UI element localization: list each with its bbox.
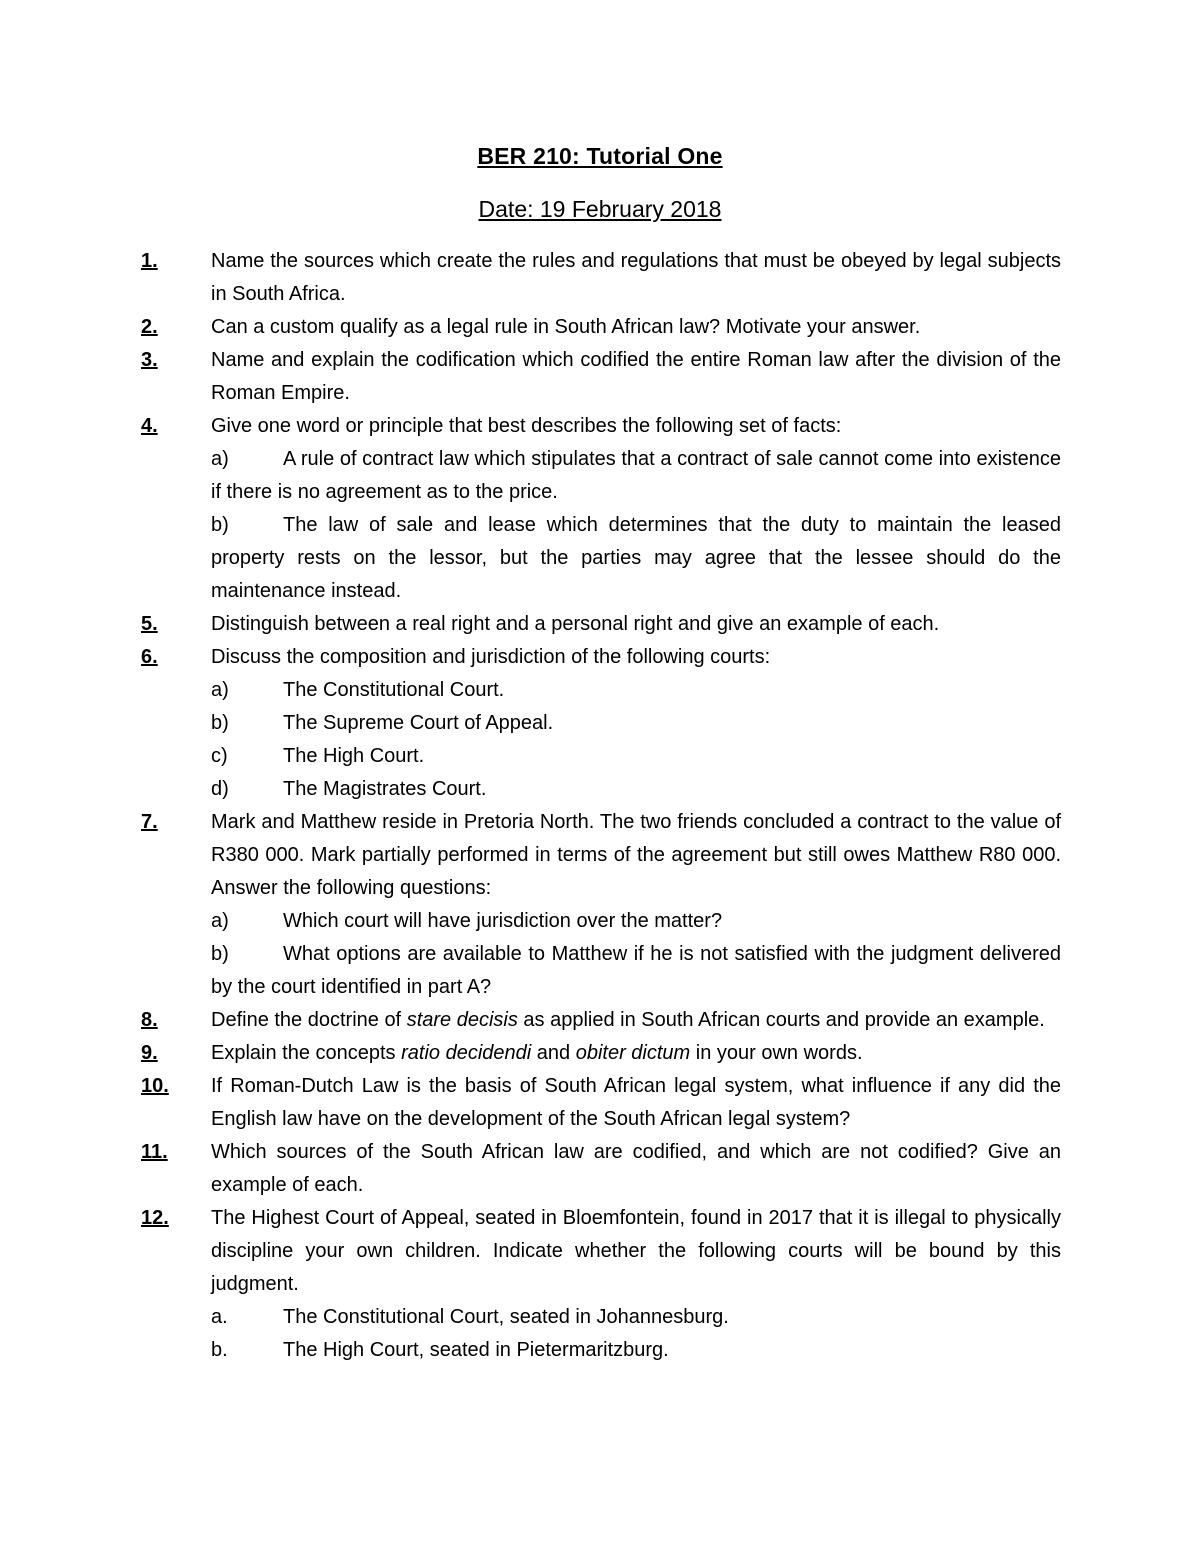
sub-question-text: Which court will have jurisdiction over the matter? xyxy=(283,910,723,932)
sub-question-label: a. xyxy=(211,1306,228,1328)
question-text: Discuss the composition and jurisdiction of the following courts: xyxy=(211,646,771,668)
question-6 xyxy=(141,641,1061,674)
sub-question-label: b) xyxy=(211,943,229,965)
sub-question-12a xyxy=(141,1301,1061,1334)
page-title: BER 210: Tutorial One xyxy=(477,143,723,169)
question-text: Name the sources which create the rules and regulations that must be obeyed by legal subjects in South Africa. xyxy=(211,250,1061,305)
question-10 xyxy=(141,1070,1061,1136)
question-number: 5. xyxy=(141,613,158,635)
question-number: 9. xyxy=(141,1042,158,1064)
latin-term: ratio decidendi xyxy=(401,1042,532,1064)
sub-question-7a xyxy=(141,905,1061,938)
sub-question-7b xyxy=(141,938,1061,1004)
sub-question-label: a) xyxy=(211,448,229,470)
question-9 xyxy=(141,1037,1061,1070)
question-number: 11. xyxy=(141,1141,168,1163)
sub-question-label: c) xyxy=(211,745,228,767)
question-11 xyxy=(141,1136,1061,1202)
sub-question-text: The Magistrates Court. xyxy=(283,778,487,800)
sub-question-4b xyxy=(141,509,1061,608)
sub-question-text: The law of sale and lease which determines that the duty to maintain the leased property rests on the lessor, but the parties may agree that the lessee should do the maintenance instead. xyxy=(211,514,1061,602)
sub-question-6b xyxy=(141,707,1061,740)
question-number: 7. xyxy=(141,811,158,833)
sub-question-text: The Constitutional Court. xyxy=(283,679,505,701)
question-2 xyxy=(141,311,1061,344)
sub-question-6d xyxy=(141,773,1061,806)
question-number: 4. xyxy=(141,415,158,437)
question-1 xyxy=(141,245,1061,311)
question-text-after: in your own words. xyxy=(690,1042,863,1064)
question-4 xyxy=(141,410,1061,443)
latin-term: obiter dictum xyxy=(575,1042,691,1064)
question-number: 2. xyxy=(141,316,158,338)
question-number: 1. xyxy=(141,250,158,272)
sub-question-text: What options are available to Matthew if he is not satisfied with the judgment delivered by the court identified in part A? xyxy=(211,943,1061,998)
page-date: Date: 19 February 2018 xyxy=(478,196,722,222)
question-5 xyxy=(141,608,1061,641)
question-text-before: Explain the concepts xyxy=(211,1042,402,1064)
question-8 xyxy=(141,1004,1061,1037)
question-12 xyxy=(141,1202,1061,1301)
sub-question-12b xyxy=(141,1334,1061,1367)
question-number: 12. xyxy=(141,1207,169,1229)
sub-question-6c xyxy=(141,740,1061,773)
sub-question-label: d) xyxy=(211,778,229,800)
question-text: The Highest Court of Appeal, seated in Bloemfontein, found in 2017 that it is illegal to physically discipline your own children. Indicate whether the following courts will be bound by this judgment. xyxy=(211,1207,1061,1295)
sub-question-label: a) xyxy=(211,910,229,932)
question-number: 3. xyxy=(141,349,158,371)
sub-question-label: b) xyxy=(211,712,229,734)
question-number: 10. xyxy=(141,1075,169,1097)
question-number: 6. xyxy=(141,646,158,668)
question-text-before: Define the doctrine of xyxy=(211,1009,407,1031)
sub-question-label: b. xyxy=(211,1339,228,1361)
sub-question-label: a) xyxy=(211,679,229,701)
sub-question-text: The Constitutional Court, seated in Johannesburg. xyxy=(283,1306,729,1328)
question-number: 8. xyxy=(141,1009,158,1031)
question-7 xyxy=(141,806,1061,905)
sub-question-text: The High Court. xyxy=(283,745,425,767)
question-text-after: as applied in South African courts and provide an example. xyxy=(517,1009,1045,1031)
question-text: Give one word or principle that best describes the following set of facts: xyxy=(211,415,842,437)
sub-question-text: The High Court, seated in Pietermaritzburg. xyxy=(283,1339,669,1361)
sub-question-4a xyxy=(141,443,1061,509)
sub-question-label: b) xyxy=(211,514,229,536)
latin-term: stare decisis xyxy=(406,1009,518,1031)
question-text: If Roman-Dutch Law is the basis of South African legal system, what influence if any did the English law have on the development of the South African legal system? xyxy=(211,1075,1061,1130)
question-3 xyxy=(141,344,1061,410)
question-text: Can a custom qualify as a legal rule in South African law? Motivate your answer. xyxy=(211,316,921,338)
question-text: Name and explain the codification which codified the entire Roman law after the division of the Roman Empire. xyxy=(211,349,1061,404)
sub-question-6a xyxy=(141,674,1061,707)
sub-question-text: The Supreme Court of Appeal. xyxy=(283,712,554,734)
question-text: Distinguish between a real right and a personal right and give an example of each. xyxy=(211,613,940,635)
question-list xyxy=(141,245,1061,1367)
question-text-mid: and xyxy=(531,1042,576,1064)
sub-question-text: A rule of contract law which stipulates that a contract of sale cannot come into existence if there is no agreement as to the price. xyxy=(211,448,1061,503)
question-text: Mark and Matthew reside in Pretoria North. The two friends concluded a contract to the value of R380 000. Mark partially performed in terms of the agreement but still owes Matthew R80 000. Answer the following questions: xyxy=(211,811,1061,899)
question-text: Which sources of the South African law are codified, and which are not codified? Give an example of each. xyxy=(211,1141,1061,1196)
